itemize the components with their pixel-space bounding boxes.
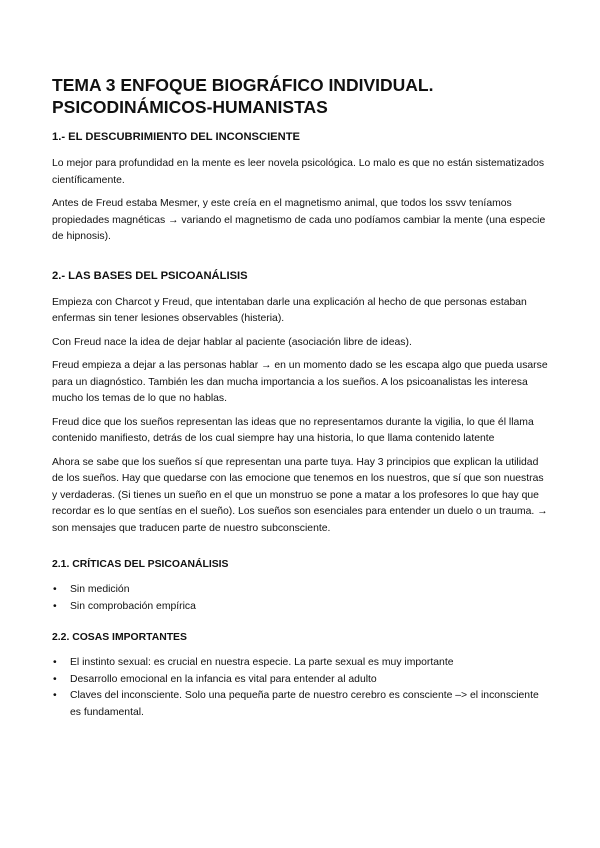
- spacer: [52, 544, 548, 558]
- document-page: [52, 74, 548, 721]
- section-1-heading: 1.- EL DESCUBRIMIENTO DEL INCONSCIENTE: [52, 131, 301, 143]
- section-2-1-heading: 2.1. CRÍTICAS DEL PSICOANÁLISIS: [52, 559, 229, 570]
- section-2-paragraph: Ahora se sabe que los sueños sí que representan una parte tuya. Hay 3 principios que explican la utilidad de los sueños. Hay que quedarse con las emocione que tenemos en los nuestros, que sí que son nuestras y verdaderas. (Si tienes un sueño en el que un monstruo se pone a matar a los profesores lo que hay que recordar es lo que sentías en el sueño). Los sueños son esenciales para entender un duelo o un trauma. → son mensajes que traducen parte de nuestro subconsciente.: [52, 456, 548, 534]
- document-title: [52, 74, 548, 118]
- list-item: • Claves del inconsciente. Solo una pequeña parte de nuestro cerebro es consciente –> el inconsciente es fundamental.: [52, 688, 548, 721]
- title-line-2: PSICODINÁMICOS-HUMANISTAS: [52, 97, 328, 117]
- section-2-2-heading: 2.2. COSAS IMPORTANTES: [52, 632, 187, 643]
- section-1-paragraph: Antes de Freud estaba Mesmer, y este creía en el magnetismo animal, que todos los ssvv teníamos propiedades magnéticas → variando el magnetismo de cada uno podíamos cambiar la mente (una especie de hipnosis).: [52, 198, 546, 242]
- section-2-heading: 2.- LAS BASES DEL PSICOANÁLISIS: [52, 269, 248, 282]
- cosas-importantes-list: [52, 655, 548, 721]
- list-item: • Sin medición: [52, 582, 548, 599]
- list-item: • Desarrollo emocional en la infancia es vital para entender al adulto: [52, 672, 548, 689]
- section-2-paragraph: Empieza con Charcot y Freud, que intentaban darle una explicación al hecho de que personas estaban enfermas sin tener lesiones observables (histeria).: [52, 296, 527, 324]
- list-item: • El instinto sexual: es crucial en nuestra especie. La parte sexual es muy importante: [52, 655, 548, 672]
- section-2-paragraph: Freud empieza a dejar a las personas hablar → en un momento dado se les escapa algo que pueda usarse para un diagnóstico. También les dan mucha importancia a los sueños. A los psicoanalistas les interesa mucho los temas de lo que no hablas.: [52, 360, 548, 404]
- section-2-paragraph: Con Freud nace la idea de dejar hablar al paciente (asociación libre de ideas).: [52, 336, 412, 348]
- criticas-list: [52, 582, 548, 615]
- list-item: • Sin comprobación empírica: [52, 599, 548, 616]
- section-2-paragraph: Freud dice que los sueños representan las ideas que no representamos durante la vigilia, lo que él llama contenido manifiesto, detrás de los cual siempre hay una historia, lo que llama contenido latente: [52, 416, 534, 444]
- spacer: [52, 615, 548, 631]
- title-line-1: TEMA 3 ENFOQUE BIOGRÁFICO INDIVIDUAL.: [52, 75, 434, 95]
- section-1-paragraph: Lo mejor para profundidad en la mente es leer novela psicológica. Lo malo es que no están sistematizados científicamente.: [52, 158, 545, 186]
- spacer: [52, 253, 548, 269]
